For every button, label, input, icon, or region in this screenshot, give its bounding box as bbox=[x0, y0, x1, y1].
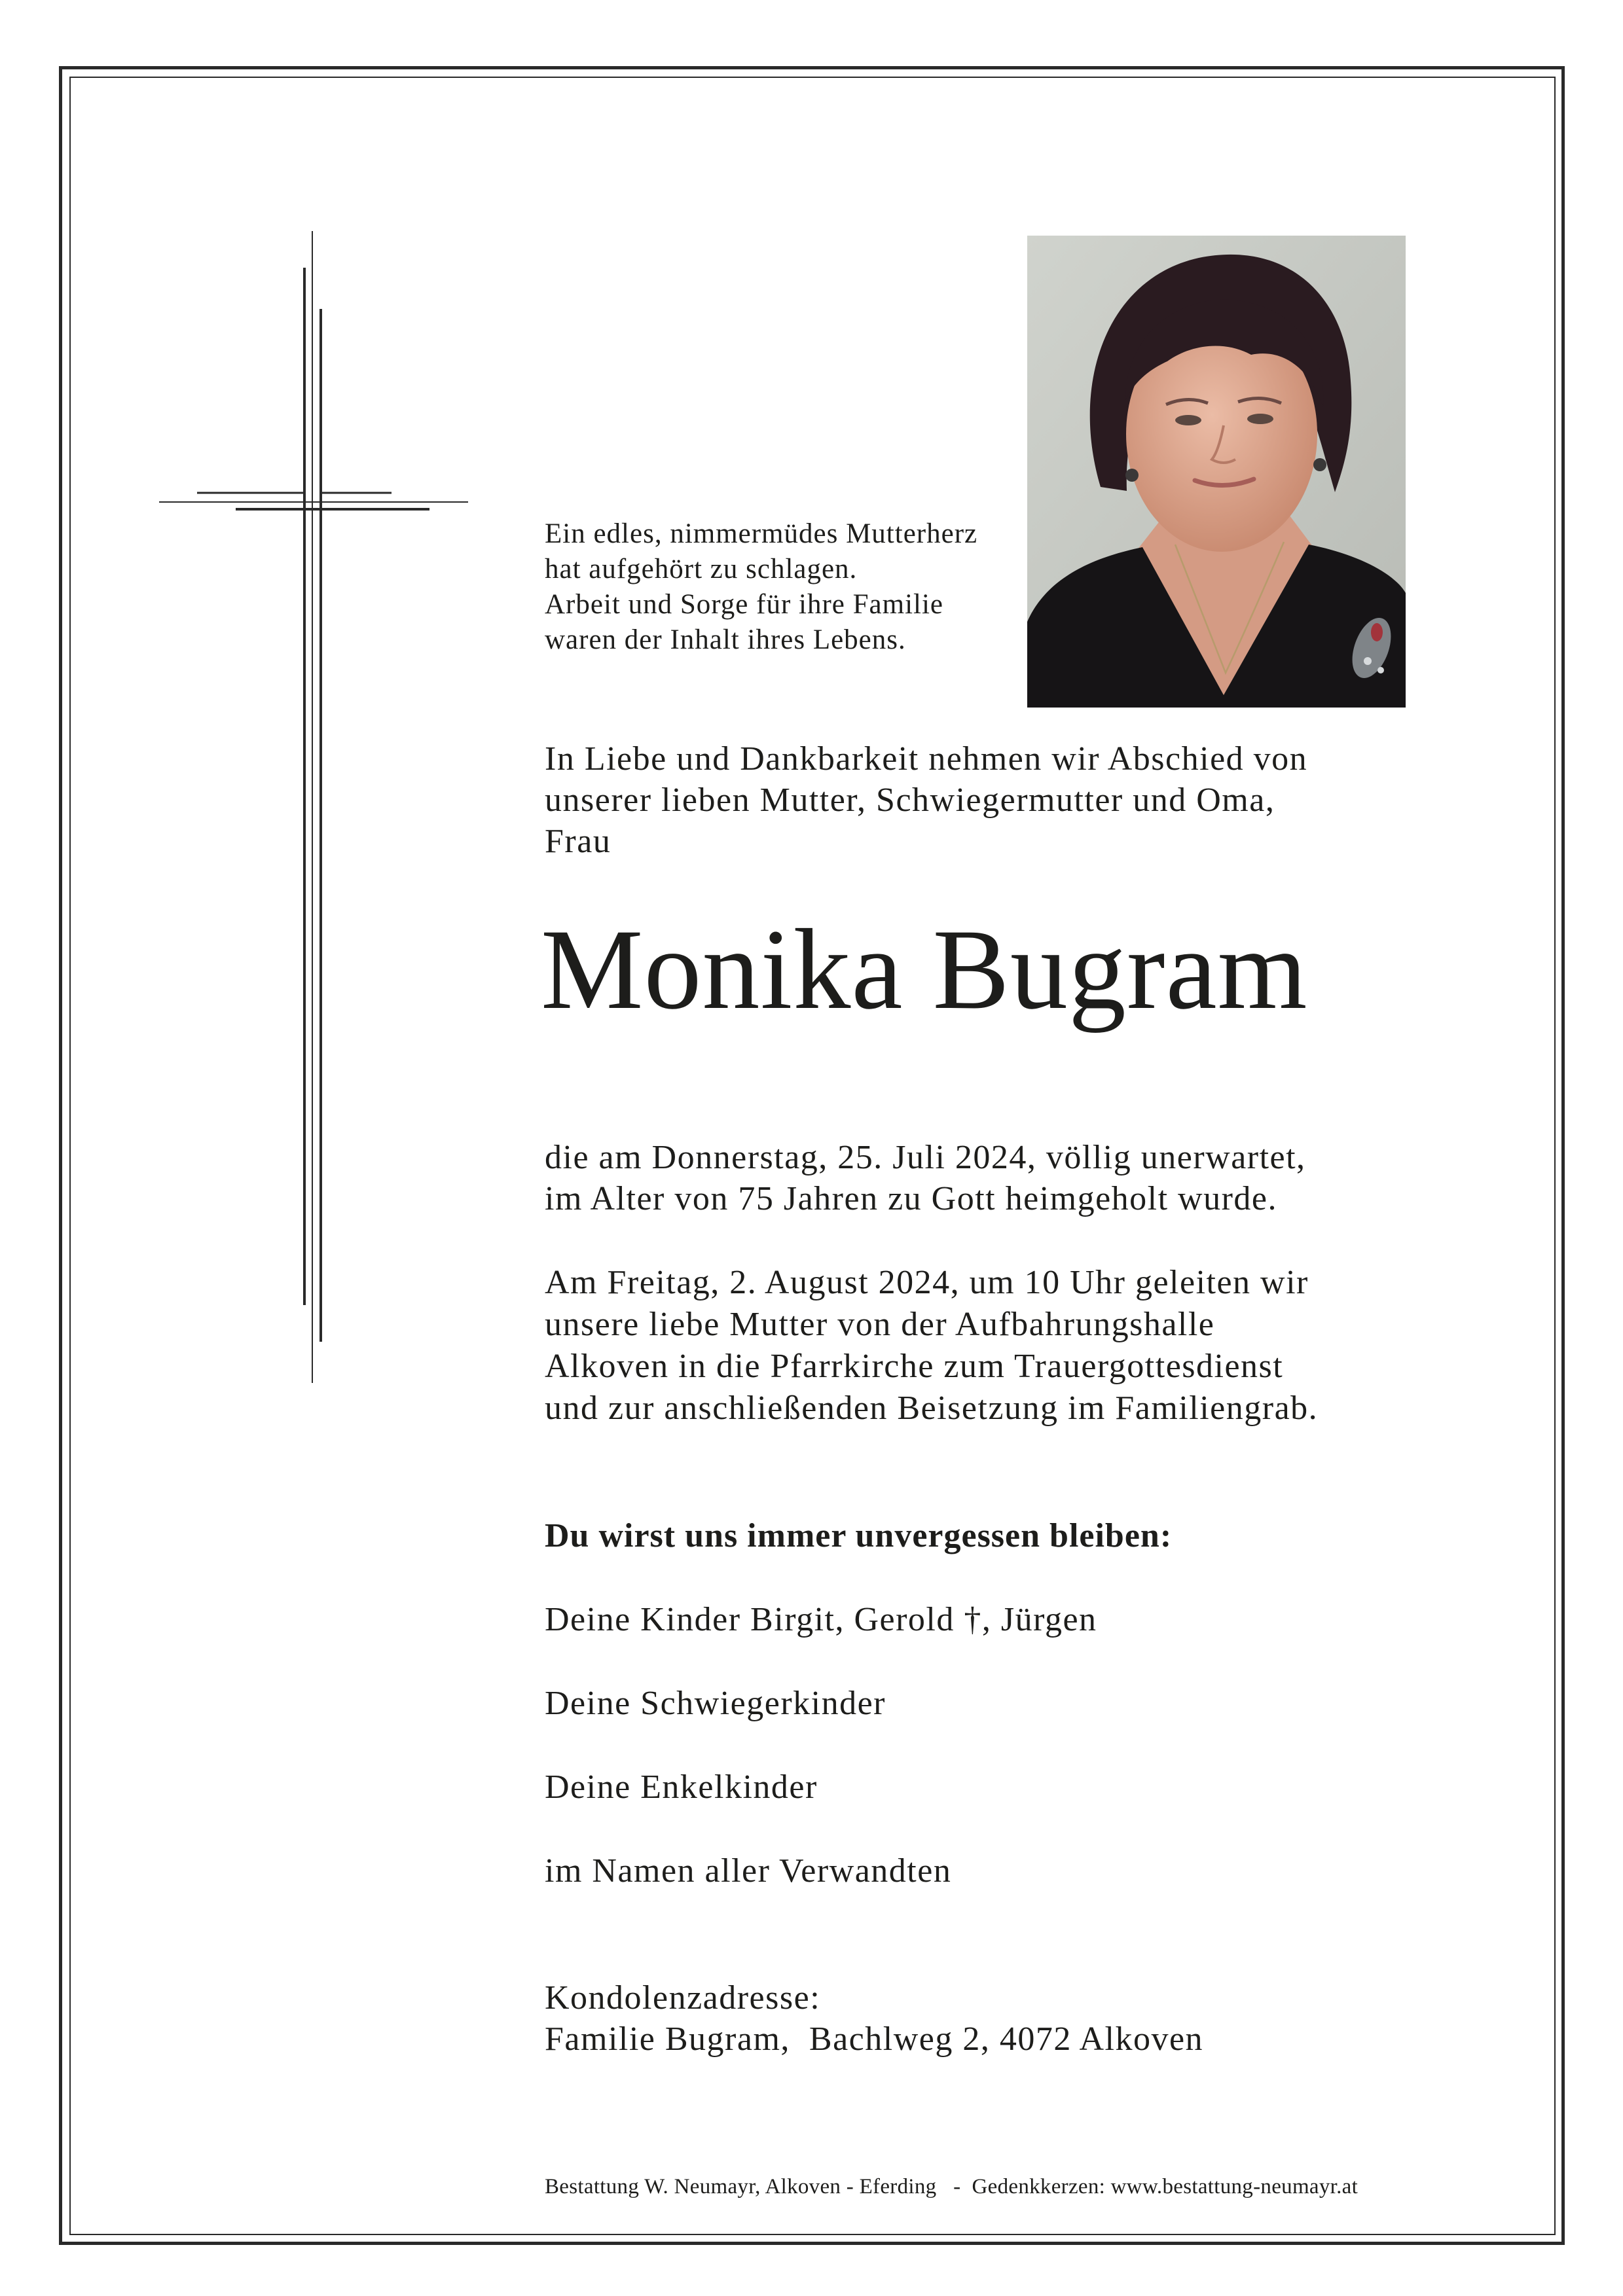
portrait-left-eye bbox=[1175, 415, 1201, 425]
funeral-notice-line: Am Freitag, 2. August 2024, um 10 Uhr geleiten wir bbox=[545, 1264, 1309, 1301]
condolence-address-line: Familie Bugram, Bachlweg 2, 4072 Alkoven bbox=[545, 2020, 1204, 2058]
latin-cross-icon bbox=[0, 0, 524, 1440]
motto-line: waren der Inhalt ihres Lebens. bbox=[545, 624, 906, 655]
intro-line: unserer lieben Mutter, Schwiegermutter und Oma, bbox=[545, 781, 1275, 819]
mourner-relatives: im Namen aller Verwandten bbox=[545, 1852, 952, 1890]
motto-line: hat aufgehört zu schlagen. bbox=[545, 554, 858, 584]
intro-paragraph bbox=[545, 738, 1307, 862]
death-notice-line: im Alter von 75 Jahren zu Gott heimgeholt wurde. bbox=[545, 1180, 1278, 1217]
funeral-home-footer: Bestattung W. Neumayr, Alkoven - Eferding - Gedenkkerzen: www.bestattung-neumayr.at bbox=[545, 2175, 1359, 2198]
motto-line: Ein edles, nimmermüdes Mutterherz bbox=[545, 518, 978, 549]
motto-verse bbox=[545, 516, 977, 658]
intro-line: Frau bbox=[545, 823, 611, 860]
death-notice-line: die am Donnerstag, 25. Juli 2024, völlig unerwartet, bbox=[545, 1139, 1306, 1176]
intro-line: In Liebe und Dankbarkeit nehmen wir Abschied von bbox=[545, 740, 1308, 778]
funeral-notice-line: unsere liebe Mutter von der Aufbahrungshalle bbox=[545, 1306, 1215, 1343]
mourner-children-in-law: Deine Schwiegerkinder bbox=[545, 1685, 886, 1722]
condolence-address bbox=[545, 1977, 1203, 2060]
condolence-label: Kondolenzadresse: bbox=[545, 1979, 821, 2017]
death-notice-paragraph bbox=[545, 1137, 1306, 1219]
portrait-photo bbox=[1027, 236, 1406, 708]
farewell-heading: Du wirst uns immer unvergessen bleiben: bbox=[545, 1517, 1173, 1554]
mourner-children: Deine Kinder Birgit, Gerold †, Jürgen bbox=[545, 1601, 1097, 1638]
mourner-grandchildren: Deine Enkelkinder bbox=[545, 1768, 818, 1806]
funeral-notice-line: Alkoven in die Pfarrkirche zum Trauergottesdienst bbox=[545, 1348, 1284, 1385]
funeral-notice-paragraph bbox=[545, 1262, 1318, 1429]
portrait-left-earring bbox=[1125, 469, 1139, 482]
portrait-right-earring bbox=[1313, 458, 1326, 471]
portrait-right-eye bbox=[1247, 414, 1273, 424]
motto-line: Arbeit und Sorge für ihre Familie bbox=[545, 589, 944, 620]
funeral-notice-line: und zur anschließenden Beisetzung im Familiengrab. bbox=[545, 1390, 1319, 1427]
deceased-name: Monika Bugram bbox=[541, 906, 1308, 1033]
